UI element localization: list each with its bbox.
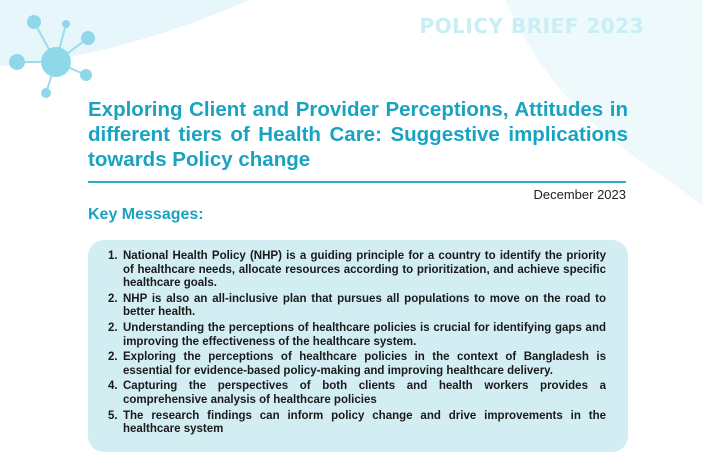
key-messages-box <box>88 240 628 452</box>
list-item <box>108 250 606 291</box>
list-item <box>108 322 606 349</box>
key-messages-heading: Key Messages: <box>88 206 204 223</box>
key-messages-list <box>108 250 606 437</box>
list-item-number: 5. <box>108 409 118 422</box>
list-item-number: 4. <box>108 380 118 393</box>
list-item-number: 2. <box>108 292 118 305</box>
list-item-text: The research findings can inform policy change and drive improvements in the healthcare system <box>123 409 606 436</box>
list-item <box>108 293 606 320</box>
document-title: Exploring Client and Provider Perceptions, Attitudes in different tiers of Health Care: Suggestive implications towards Policy change <box>88 98 628 171</box>
list-item-text: Exploring the perceptions of healthcare policies in the context of Bangladesh is essential for evidence-based policy-making and improving healthcare delivery. <box>123 351 606 377</box>
title-divider <box>88 181 626 183</box>
list-item-number: 1. <box>108 250 118 262</box>
list-item <box>108 380 606 407</box>
list-item-text: Capturing the perspectives of both clients and health workers provides a comprehensive analysis of healthcare policies <box>123 380 606 406</box>
list-item-text: NHP is also an all-inclusive plan that pursues all populations to move on the road to better health. <box>123 292 606 319</box>
list-item <box>108 410 606 437</box>
policy-brief-label: POLICY BRIEF 2023 <box>419 14 644 38</box>
list-item-text: National Health Policy (NHP) is a guiding principle for a country to identify the priority of healthcare needs, allocate resources according to prioritization, and achieve specific healthcare goals. <box>123 250 606 290</box>
list-item <box>108 351 606 378</box>
list-item-number: 2. <box>108 321 118 334</box>
publication-date: December 2023 <box>533 187 626 202</box>
list-item-number: 2. <box>108 351 118 364</box>
list-item-text: Understanding the perceptions of healthcare policies is crucial for identifying gaps and improving the effectiveness of the healthcare system. <box>123 321 606 348</box>
corner-wave-shape <box>0 0 250 66</box>
